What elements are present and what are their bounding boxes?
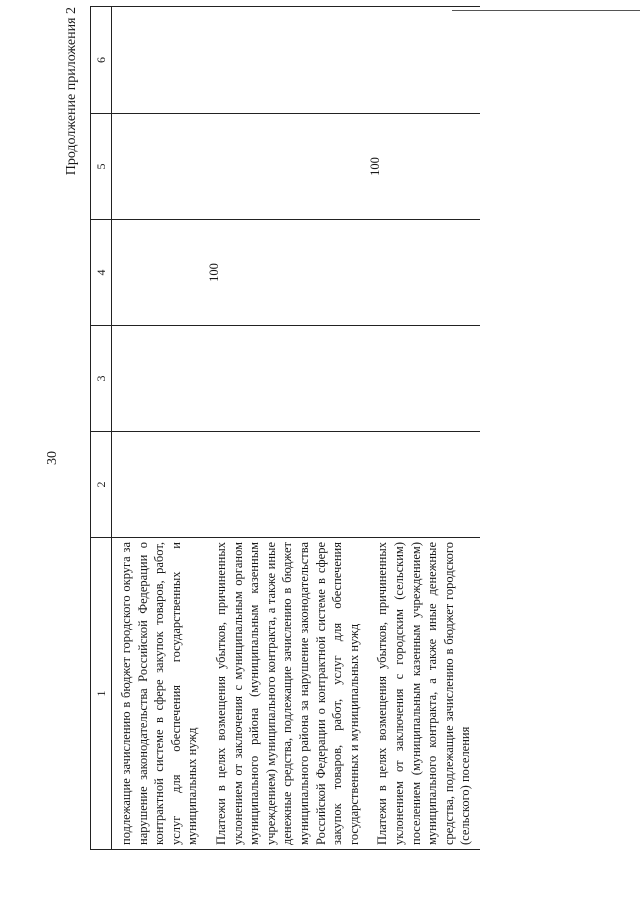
appendix-table [90, 6, 480, 850]
table-cell [207, 114, 368, 220]
table-cell [368, 220, 480, 326]
appendix-title: Продолжение приложения 2 [64, 7, 79, 176]
column-header: 4 [91, 220, 112, 326]
table-cell [112, 7, 207, 114]
row-description: подлежащие зачислению в бюджет городского округа за нарушение законодательства Российской Федерации о контрактной системе в сфере закупок товаров, работ, услуг для обеспечения государственных и муниципальных нужд [119, 542, 200, 845]
table-cell [112, 220, 207, 326]
row-description: Платежи в целях возмещения убытков, причиненных уклонением от заключения с городским (сельским) поселением (муниципальным казенным учреждением) муниципального контракта, а также иные денежные средства, подлежащие зачислению в бюджет городского (сельского) поселения [375, 542, 473, 845]
table-header-row [91, 7, 112, 850]
column-header: 1 [91, 538, 112, 850]
table-cell [112, 114, 207, 220]
table-cell [207, 432, 368, 538]
page-number: 30 [45, 451, 60, 465]
table-cell [207, 7, 368, 114]
row-description: Платежи в целях возмещения убытков, причиненных уклонением от заключения с муниципальным органом муниципального района (муниципальным казенным учреждением) муниципального контракта, а также иные денежные средства, подлежащие зачислению в бюджет муниципального района за нарушение законодательства Российской Федерации о контрактной системе в сфере закупок товаров, работ, услуг для обеспечения государственных и муниципальных нужд [213, 542, 361, 845]
table-cell [112, 326, 207, 432]
column-header: 2 [91, 432, 112, 538]
table-cell [207, 326, 368, 432]
table-cell [368, 326, 480, 432]
table-row [112, 7, 207, 850]
column-header: 3 [91, 326, 112, 432]
table-cell: 100 [207, 220, 368, 326]
table-cell: 100 [368, 114, 480, 220]
table-row [368, 7, 480, 850]
table-row [207, 7, 368, 850]
table-cell [368, 7, 480, 114]
table-cell [368, 432, 480, 538]
column-header: 5 [91, 114, 112, 220]
column-header: 6 [91, 7, 112, 114]
table-cell [112, 432, 207, 538]
